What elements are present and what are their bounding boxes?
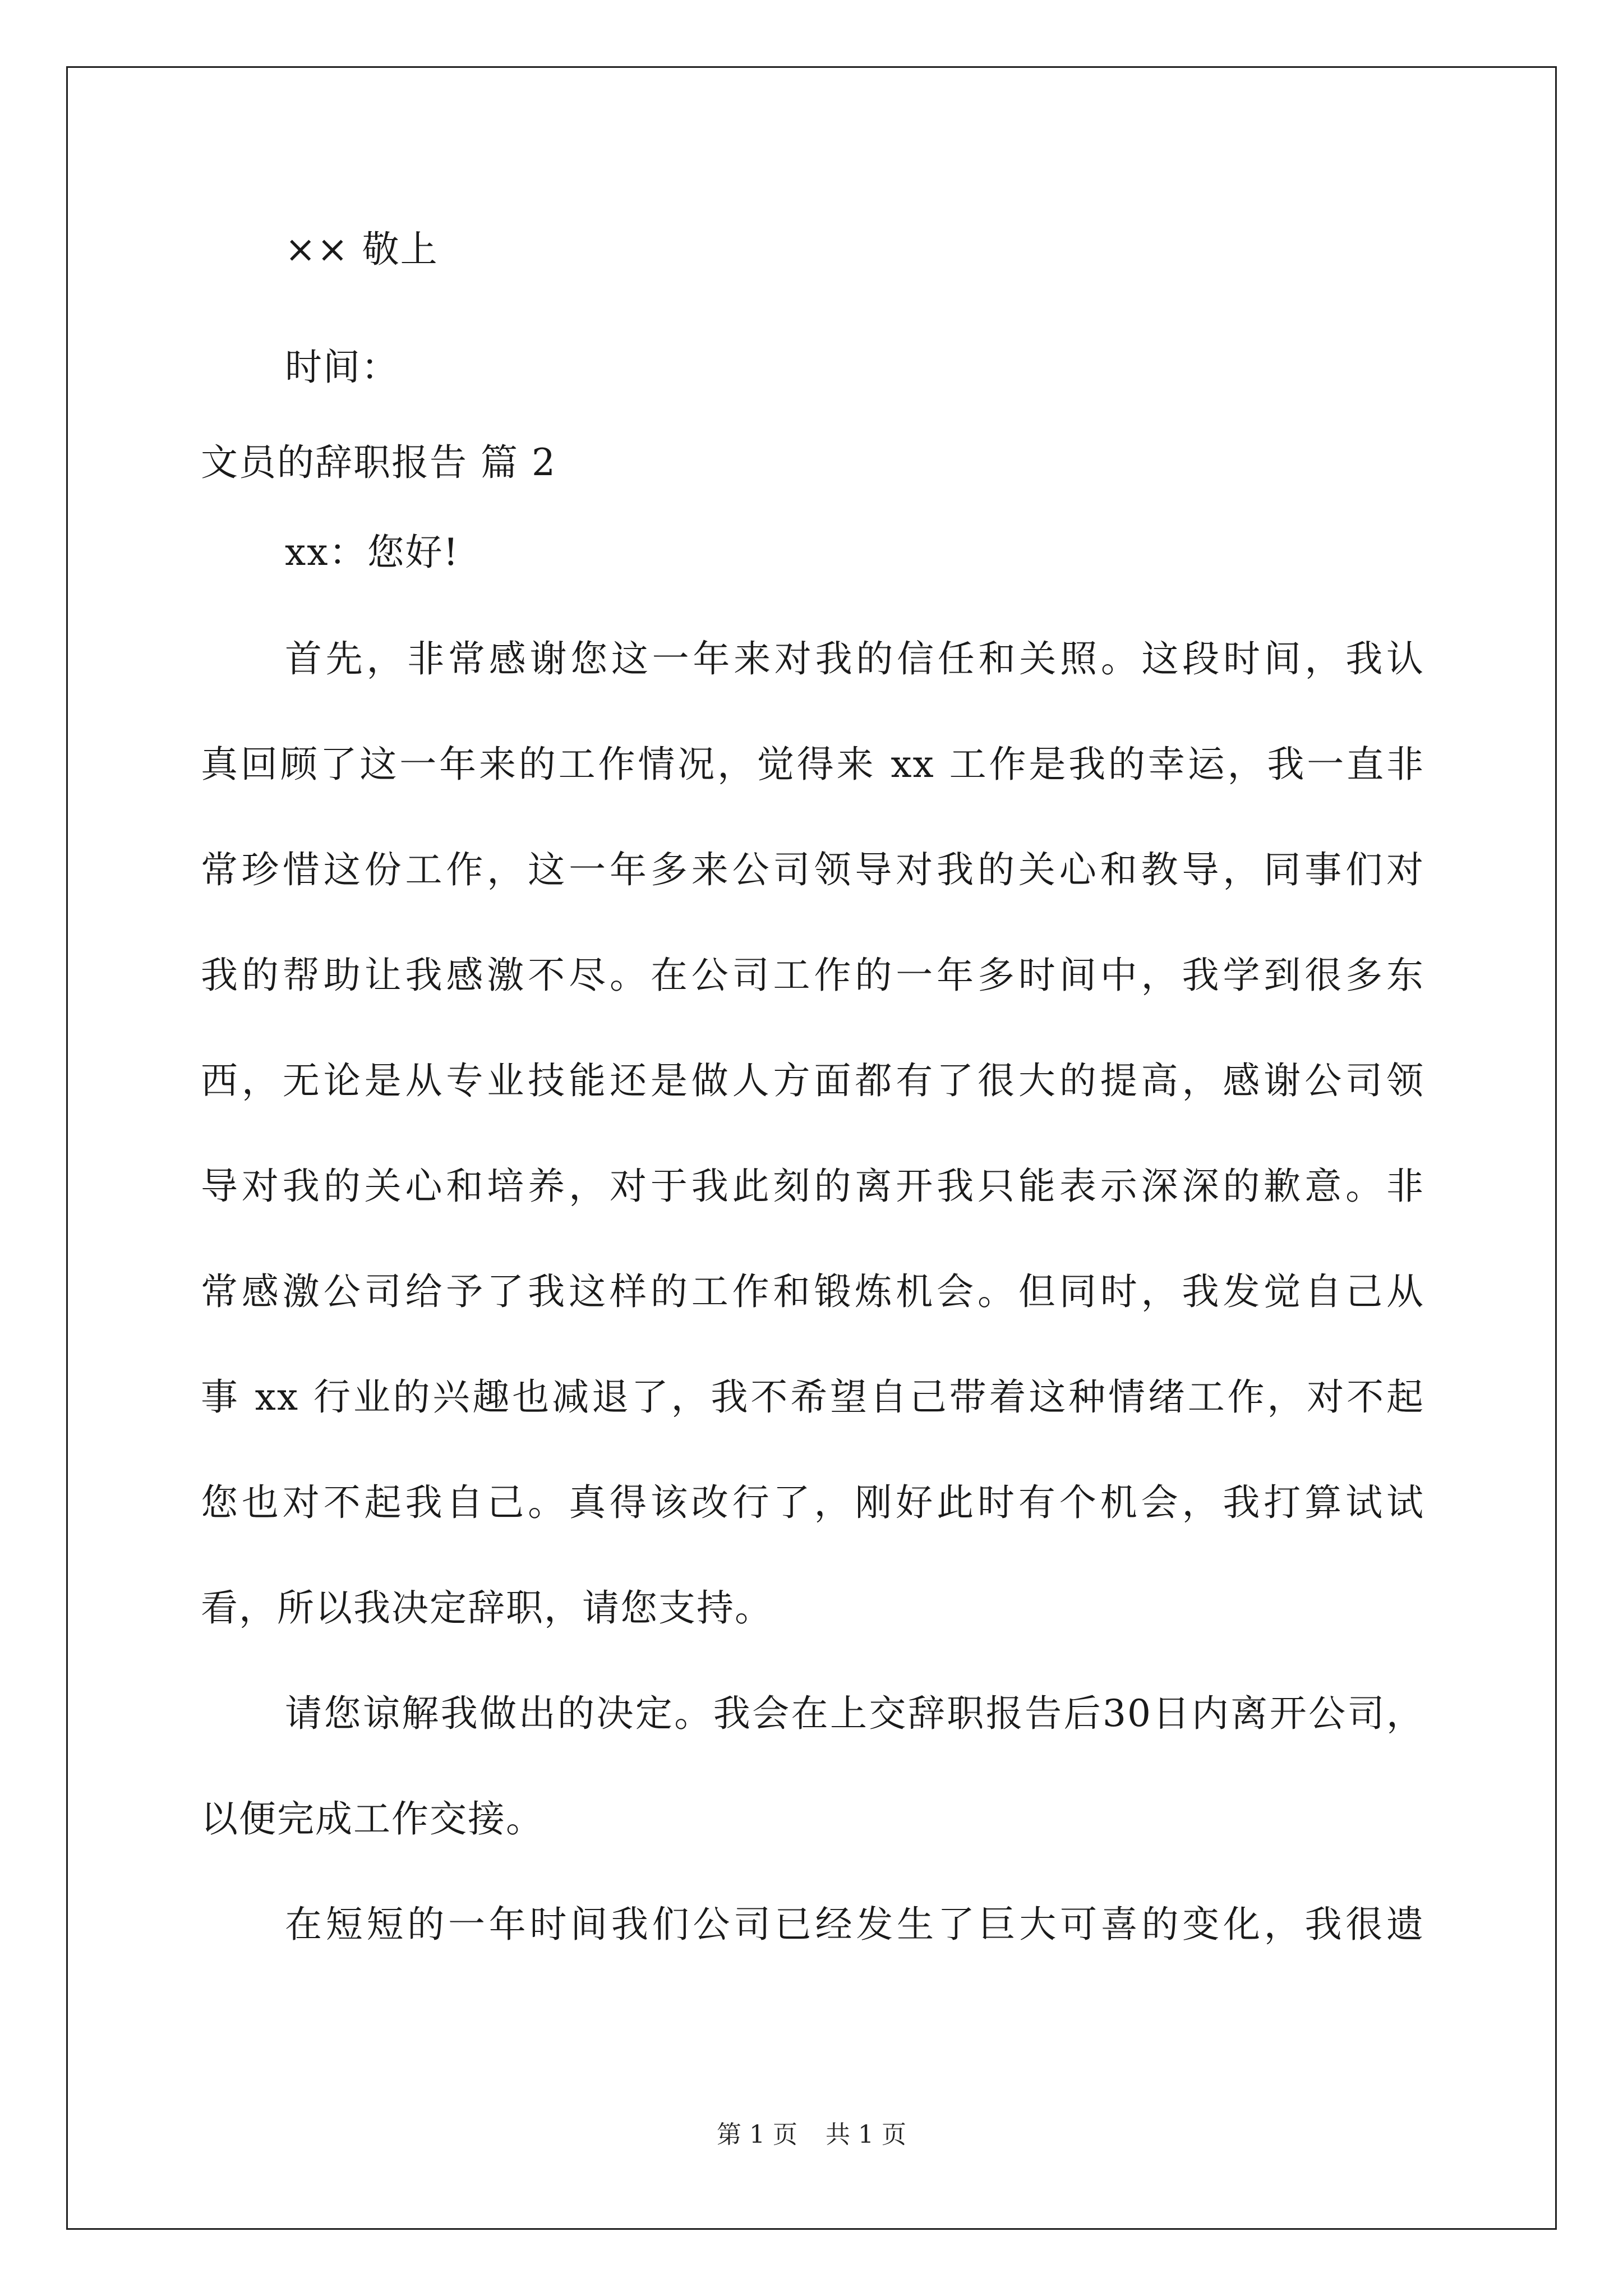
page-number-total: 共 1 页 xyxy=(826,2120,906,2149)
paragraph-2-line-1: 请您谅解我做出的决定。我会在上交辞职报告后30日内离开公司， xyxy=(285,1692,1424,1735)
paragraph-1-line-6: 导对我的关心和培养，对于我此刻的离开我只能表示深深的歉意。非 xyxy=(201,1165,1424,1208)
paragraph-1-line-7: 常感激公司给予了我这样的工作和锻炼机会。但同时，我发觉自己从 xyxy=(201,1270,1424,1313)
paragraph-1-line-9: 您也对不起我自己。真得该改行了，刚好此时有个机会，我打算试试 xyxy=(201,1481,1424,1524)
date-line: 时间： xyxy=(285,346,399,389)
paragraph-1-line-3: 常珍惜这份工作，这一年多来公司领导对我的关心和教导，同事们对 xyxy=(201,848,1424,891)
paragraph-3-line-1: 在短短的一年时间我们公司已经发生了巨大可喜的变化，我很遗 xyxy=(285,1903,1424,1946)
page-number-current: 第 1 页 xyxy=(717,2120,797,2149)
paragraph-1-line-2: 真回顾了这一年来的工作情况，觉得来 xx 工作是我的幸运，我一直非 xyxy=(201,743,1424,786)
section-heading: 文员的辞职报告 篇 2 xyxy=(201,441,556,484)
salutation: xx：您好! xyxy=(285,531,459,574)
signature-line: ×× 敬上 xyxy=(285,228,439,271)
page-footer xyxy=(0,2118,1623,2152)
paragraph-1-line-4: 我的帮助让我感激不尽。在公司工作的一年多时间中，我学到很多东 xyxy=(201,954,1424,997)
paragraph-1-line-5: 西，无论是从专业技能还是做人方面都有了很大的提高，感谢公司领 xyxy=(201,1059,1424,1102)
paragraph-1-line-10: 看，所以我决定辞职，请您支持。 xyxy=(201,1586,773,1630)
paragraph-1-line-1: 首先，非常感谢您这一年来对我的信任和关照。这段时间，我认 xyxy=(285,637,1424,680)
paragraph-2-line-2: 以便完成工作交接。 xyxy=(201,1797,544,1841)
paragraph-1-line-8: 事 xx 行业的兴趣也减退了，我不希望自己带着这种情绪工作，对不起 xyxy=(201,1375,1424,1419)
